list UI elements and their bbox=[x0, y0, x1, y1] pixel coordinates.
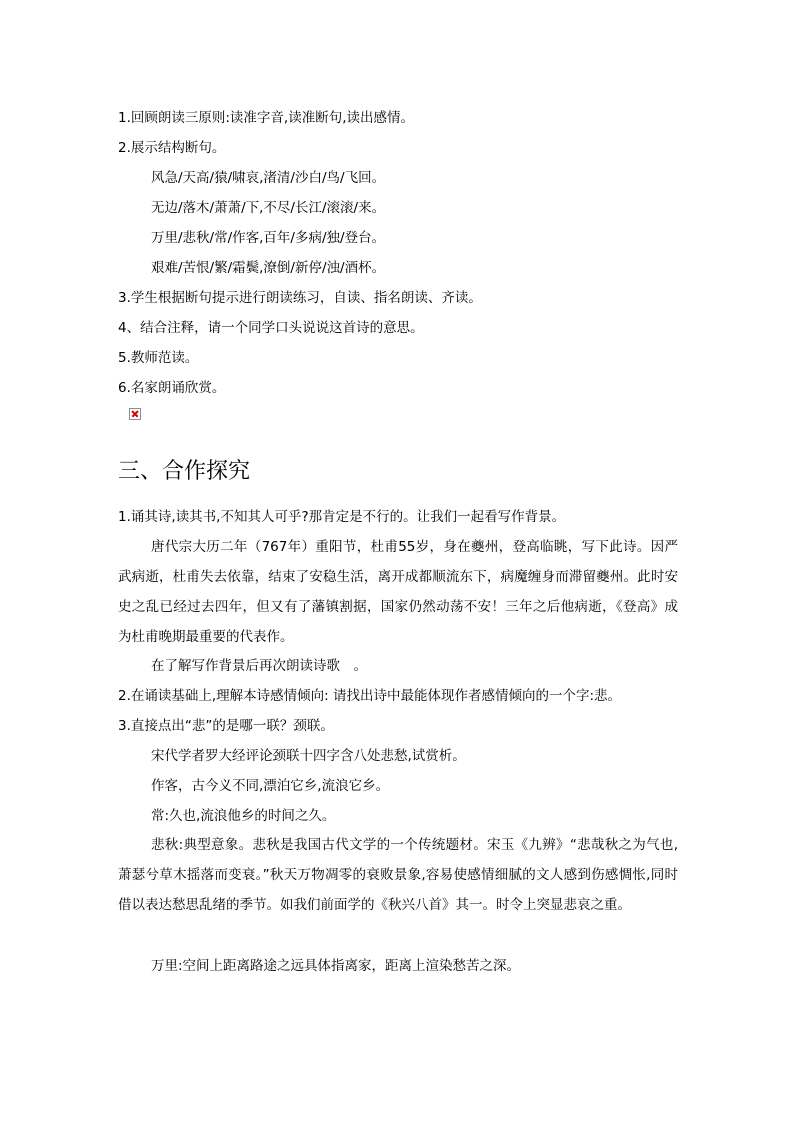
reading-item-1: 1.回顾朗读三原则:读准字音,读准断句,读出感情。 bbox=[118, 110, 415, 126]
broken-image-icon bbox=[129, 408, 141, 420]
poem-line-3: 万里/悲秋/常/作客,百年/多病/独/登台。 bbox=[151, 230, 386, 246]
poem-line-4: 艰难/苦恨/繁/霜鬓,潦倒/新停/浊/酒杯。 bbox=[151, 260, 386, 276]
reading-item-2: 2.展示结构断句。 bbox=[118, 140, 226, 156]
question-2: 2.在诵读基础上,理解本诗感情倾向: 请找出诗中最能体现作者感情倾向的一个字:悲。 bbox=[118, 688, 622, 704]
reading-item-6: 6.名家朗诵欣赏。 bbox=[118, 380, 226, 396]
poem-line-1: 风急/天高/猿/啸哀,渚清/沙白/鸟/飞回。 bbox=[151, 170, 386, 186]
reading-item-4: 4、结合注释，请一个同学口头说说这首诗的意思。 bbox=[118, 320, 424, 336]
luo-dajing-line: 宋代学者罗大经评论颈联十四字含八处悲愁,试赏析。 bbox=[151, 748, 466, 764]
chang-line: 常:久也,流浪他乡的时间之久。 bbox=[151, 808, 336, 824]
reading-item-5: 5.教师范读。 bbox=[118, 350, 199, 366]
wanli-line: 万里:空间上距离路途之远具体指离家，距离上渲染愁苦之深。 bbox=[151, 958, 521, 974]
reread-line: 在了解写作背景后再次朗读诗歌 。 bbox=[151, 658, 367, 674]
question-1: 1.诵其诗,读其书,不知其人可乎?那肯定是不行的。让我们一起看写作背景。 bbox=[118, 509, 566, 525]
background-paragraph: 唐代宗大历二年（767年）重阳节，杜甫55岁，身在夔州，登高临眺，写下此诗。因严武病逝，杜甫失去依靠，结束了安稳生活，离开成都顺流东下，病魔缠身而滞留夔州。此时安史之乱已经过去四年，但又有了藩镇割据，国家仍然动荡不安！三年之后他病逝，《登高》成为杜甫晚期最重要的代表作。 bbox=[118, 539, 678, 645]
reading-item-3: 3.学生根据断句提示进行朗读练习，自读、指名朗读、齐读。 bbox=[118, 290, 482, 306]
zuoke-line: 作客，古今义不同,漂泊它乡,流浪它乡。 bbox=[151, 778, 390, 794]
beiqiu-paragraph: 悲秋:典型意象。悲秋是我国古代文学的一个传统题材。宋玉《九辨》“悲哉秋之为气也,萧瑟兮草木摇落而变衰。”秋天万物凋零的衰败景象,容易使感情细腻的文人感到伤感惆怅,同时借以表达愁思乱绪的季节。如我们前面学的《秋兴八首》其一。时令上突显悲哀之重。 bbox=[118, 837, 678, 913]
poem-line-2: 无边/落木/萧萧/下,不尽/长江/滚滚/来。 bbox=[151, 200, 386, 216]
section-title: 三、合作探究 bbox=[118, 459, 251, 484]
question-3: 3.直接点出“悲”的是哪一联？颈联。 bbox=[118, 718, 334, 734]
